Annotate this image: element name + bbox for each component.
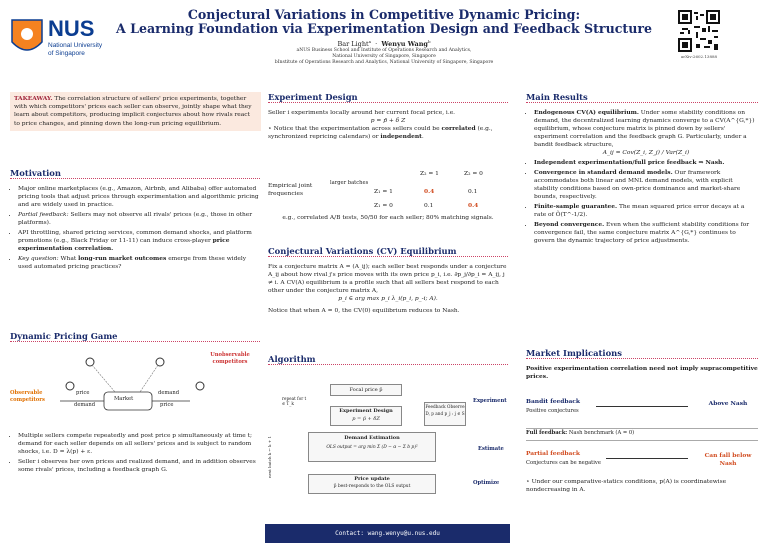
impl-bandit-out: Above Nash xyxy=(708,400,748,407)
dpg-diagram xyxy=(10,350,260,430)
price-label-left: price xyxy=(76,390,90,396)
demand-label-left: demand xyxy=(74,402,96,408)
impl-partial-sub: Conjectures can be negative xyxy=(526,460,601,466)
impl-bandit: Bandit feedback xyxy=(526,398,580,405)
row-z1-1: Z₁ = 1 xyxy=(374,189,393,195)
dpg-b1: • Multiple sellers compete repeatedly and post price p simultaneously at time t; demand for each seller depends on all sellers' prices and is subject to random shocks, i.e. D = λ(p) + ε. xyxy=(18,432,260,456)
cell-22: 0.4 xyxy=(468,202,479,209)
algo-title: Algorithm xyxy=(268,354,508,365)
unobservable-label: Unobservable competitors xyxy=(210,352,250,365)
qr-code-icon[interactable] xyxy=(678,10,720,52)
label-experiment: Experiment xyxy=(473,398,507,404)
cv-t1: Fix a conjecture matrix A = (A_ij); each seller best responds under a conjecture A_ij about how rival j's price moves with its own price p_i, i.e. ∂p_j/∂p_i = A_ij, j ≠ i. A CV(A) equilibrium is a profile such that all sellers best respond to each other under the conjecture matrix A, xyxy=(268,264,507,294)
takeaway-box xyxy=(10,92,261,131)
affil2: National University of Singapore, Singapore xyxy=(332,54,436,60)
contact-bar[interactable]: Contact: wang.wenyu@u.nus.edu xyxy=(265,524,510,543)
impl-diagram xyxy=(526,396,758,506)
dpg-bullets xyxy=(10,432,260,476)
logo-sub2: of Singapore xyxy=(48,50,85,57)
motivation-b3: • API throttling, shared pricing services, common demand shocks, and platform promotions (e.g., Black Friday or 11-11) can induce cross-player price experimentation correlation. xyxy=(18,229,260,253)
impl-intro: Positive experimentation correlation need not imply supracompetitive prices. xyxy=(526,365,758,380)
affil1: aNUS Business School and Institute of Operations Research and Analytics, xyxy=(296,48,472,54)
col-z2-0: Z₂ = 0 xyxy=(464,171,483,177)
experiment-title: Experiment Design xyxy=(268,92,508,103)
impl-note: ⋆ Under our comparative-statics conditions, p(A) is coordinatewise nondecreasing in A. xyxy=(526,479,727,493)
motivation-section xyxy=(10,168,260,273)
impl-arrow-2 xyxy=(606,458,688,459)
cell-12: 0.1 xyxy=(468,189,478,195)
title-line1: Conjectural Variations in Competitive Dynamic Pricing: xyxy=(187,7,581,22)
motivation-b4: • Key question: What long-run market outcomes emerge from these widely used automated pricing practices? xyxy=(18,255,260,271)
impl-title: Market Implications xyxy=(526,348,758,359)
cv-eq: p_i ∈ arg max p_i λ_i(p_i, p_-i; A). xyxy=(338,296,438,302)
impl-divider-2 xyxy=(526,440,758,441)
algo-section xyxy=(268,354,508,365)
row-z1-0: Z₁ = 0 xyxy=(374,203,393,209)
motivation-b1: • Major online marketplaces (e.g., Amazon, Airbnb, and Alibaba) offer automated pricing tools that adjust prices through experimentation and algorithmic pricing and are widely used in practice. xyxy=(18,185,260,209)
logo-wordmark: NUS xyxy=(48,16,95,41)
market-label: Market xyxy=(114,396,134,402)
result-5: • Beyond convergence. Even when the sufficient stability conditions for convergence fail, the same conjecture matrix A^{G,*} continues to govern the dynamic trajectory of price adjustments. xyxy=(534,221,758,245)
experiment-note: e.g., correlated A/B tests, 50/50 for each seller; 80% matching signals. xyxy=(282,215,494,221)
impl-partial: Partial feedback xyxy=(526,450,581,457)
motivation-title: Motivation xyxy=(10,168,260,179)
impl-divider xyxy=(526,428,758,429)
cell-21: 0.1 xyxy=(424,203,434,209)
logo-sub1: National University xyxy=(48,42,103,49)
author1: Bar Light xyxy=(337,40,369,49)
motivation-b2: • Partial feedback: Sellers may not observe all rivals' prices (e.g., those in other platforms). xyxy=(18,211,260,227)
takeaway-text: The correlation structure of sellers' price experiments, together with which competitors' prices each seller can observe, jointly shape what they learn about competitors, producing implicit conjectures about how rivals react to price changes, and pinning down the long-run pricing equilibrium. xyxy=(14,96,252,127)
result-1: • Endogenous CV(A) equilibrium. Under some stability conditions on demand, the decentralized learning dynamics converge to a CV(A^{G,*}) equilibrium, whose conjecture matrix is pinned down by sellers' experiment correlation and the feedback graph G. Particularly, under a bandit feedback structure, A_ij = Cov(Z_i, Z_j) / Var(Z_i) xyxy=(534,109,758,157)
experiment-eq: p = p̄ + δ Z xyxy=(370,118,406,124)
cell-11: 0.4 xyxy=(424,188,435,195)
demand-label-right: demand xyxy=(158,390,180,396)
dpg-section xyxy=(10,331,260,342)
experiment-t2: ⋆ Notice that the experimentation across sellers could be correlated (e.g., synchronized repricing calendars) or independent. xyxy=(268,125,493,140)
result-2: • Independent experimentation/full price feedback ⇒ Nash. xyxy=(534,159,758,167)
label-optimize: Optimize xyxy=(473,480,500,486)
result-3: • Convergence in standard demand models. Our framework accommodates both linear and MNL demand models, with explicit stability conditions based on own-price dominance and market-share bounds, respectively. xyxy=(534,169,758,201)
label-estimate: Estimate xyxy=(478,446,504,452)
freq-table xyxy=(268,168,508,210)
observable-label: Observable competitors xyxy=(10,390,45,403)
col-z2-1: Z₂ = 1 xyxy=(420,171,439,177)
focal-price-box: Focal price p̄ xyxy=(330,384,402,396)
demand-estimation-box: Demand Estimation OLS output = arg min Σ (D − α − Σ b p)² xyxy=(308,432,436,462)
impl-bandit-sub: Positive conjectures xyxy=(526,408,579,414)
results-section xyxy=(526,92,758,247)
algo-diagram xyxy=(268,374,508,522)
affil3: bInstitute of Operations Research and Analytics, National University of Singapore, Singapore xyxy=(274,60,494,66)
results-title: Main Results xyxy=(526,92,758,103)
cv-title: Conjectural Variations (CV) Equilibrium xyxy=(268,246,508,257)
experiment-section xyxy=(268,92,508,141)
larger-batches-note: larger batches xyxy=(330,180,369,186)
title-line2: A Learning Foundation via Experimentation Design and Feedback Structure xyxy=(115,21,653,36)
title-block xyxy=(0,8,768,66)
algo-outer-loop: next batch k ← k + 1 xyxy=(267,436,272,478)
impl-full: Full feedback: Nash benchmark (A = 0) xyxy=(526,430,635,436)
feedback-box: Feedback Observe D, p and p_j : j ∈ S xyxy=(424,402,466,426)
price-label-right: price xyxy=(160,402,174,408)
impl-arrow-1 xyxy=(596,406,688,407)
dpg-b2: • Seller i observes her own prices and realized demand, and in addition observes some rivals' prices, including a feedback graph G. xyxy=(18,458,260,474)
experiment-t1: Seller i experiments locally around her current focal price, i.e. xyxy=(268,110,456,116)
author2: Wenyu Wang xyxy=(381,40,428,49)
cv-section xyxy=(268,246,508,315)
qr-caption: arXiv:2602.13888 xyxy=(680,54,718,59)
impl-section xyxy=(526,348,758,381)
freq-row-label: Empirical joint frequencies xyxy=(268,183,313,197)
algo-repeat: repeat for t ∈ T_k xyxy=(282,396,307,406)
dpg-title: Dynamic Pricing Game xyxy=(10,331,260,342)
price-update-box: Price update p̄ best-responds to the OLS output xyxy=(308,474,436,494)
takeaway-label: TAKEAWAY. xyxy=(14,95,53,102)
result-4: • Finite-sample guarantee. The mean squared price error decays at a rate of Õ(T^-1/2). xyxy=(534,203,758,219)
impl-partial-out: Can fall below Nash xyxy=(704,452,752,467)
authors: Bar Light$^a$ · Wenyu Wang$^b$ xyxy=(337,39,431,49)
exp-design-box: Experiment Design p = p̄ + δZ xyxy=(330,406,402,426)
cv-t2: Notice that when A = 0, the CV(0) equilibrium reduces to Nash. xyxy=(268,308,460,314)
